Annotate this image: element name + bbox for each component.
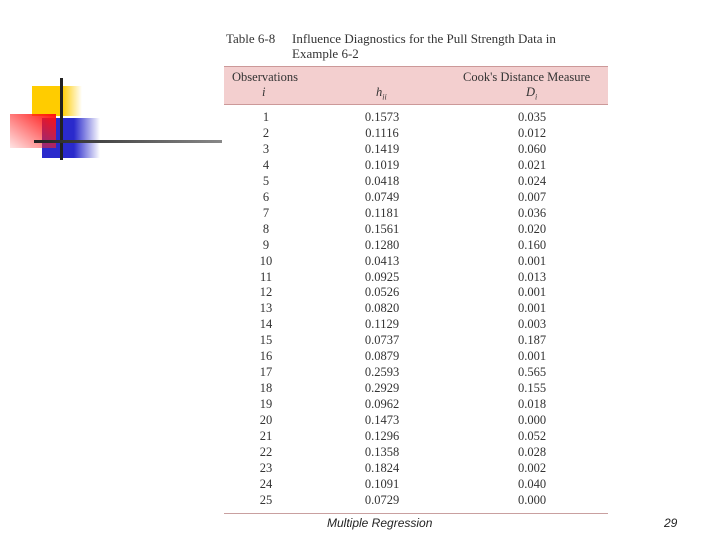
leverage-cell: 0.1419: [364, 141, 400, 156]
leverage-cell: 0.0413: [364, 253, 400, 268]
cooks-distance-cell: 0.155: [517, 381, 547, 396]
obs-cell: 12: [259, 285, 273, 300]
header-cooks-distance: Cook's Distance Measure: [463, 70, 591, 84]
cooks-distance-cell: 0.187: [517, 333, 547, 348]
table-row: [224, 333, 608, 349]
leverage-cell: 0.1116: [365, 125, 399, 140]
d-symbol: D: [526, 85, 536, 99]
cooks-distance-cell: 0.028: [517, 445, 547, 460]
leverage-cell: 0.1358: [364, 445, 400, 460]
table-row: [224, 254, 608, 270]
h-subscript: ii: [382, 92, 387, 102]
obs-cell: 23: [259, 460, 273, 475]
leverage-cell: 0.0749: [364, 189, 400, 204]
obs-cell: 5: [262, 173, 270, 188]
table-row: [224, 365, 608, 381]
obs-cell: 9: [262, 237, 270, 252]
cooks-distance-cell: 0.036: [517, 205, 547, 220]
table-row: [224, 174, 608, 190]
obs-cell: 22: [259, 445, 273, 460]
obs-cell: 3: [262, 141, 270, 156]
table-title: Influence Diagnostics for the Pull Strength Data in: [292, 31, 556, 46]
leverage-cell: 0.1561: [364, 221, 400, 236]
cooks-distance-cell: 0.020: [517, 221, 547, 236]
cooks-distance-cell: 0.007: [517, 189, 547, 204]
table-row: [224, 190, 608, 206]
cooks-distance-cell: 0.565: [517, 365, 547, 380]
table-row: [224, 461, 608, 477]
leverage-cell: 0.1129: [365, 317, 399, 332]
leverage-cell: 0.1296: [364, 429, 400, 444]
logo-vertical-line: [60, 78, 63, 160]
obs-cell: 14: [259, 317, 273, 332]
obs-cell: 1: [262, 110, 270, 124]
leverage-cell: 0.1824: [364, 460, 400, 475]
cooks-distance-cell: 0.001: [517, 301, 547, 316]
obs-cell: 16: [259, 349, 273, 364]
leverage-cell: 0.2929: [364, 381, 400, 396]
table-body: [224, 110, 608, 509]
table-row: [224, 238, 608, 254]
leverage-cell: 0.0526: [364, 285, 400, 300]
leverage-cell: 0.1091: [364, 476, 400, 491]
obs-cell: 13: [259, 301, 273, 316]
table-row: [224, 110, 608, 126]
table-caption: [226, 31, 556, 61]
cooks-distance-cell: 0.060: [517, 141, 547, 156]
table-row: [224, 270, 608, 286]
leverage-cell: 0.0729: [364, 492, 400, 507]
obs-cell: 17: [259, 365, 273, 380]
cooks-distance-cell: 0.160: [517, 237, 547, 252]
cooks-distance-cell: 0.018: [517, 397, 547, 412]
table-header: [224, 66, 608, 105]
header-hii: [376, 85, 387, 102]
table-row: [224, 397, 608, 413]
leverage-cell: 0.0820: [364, 301, 400, 316]
obs-cell: 7: [262, 205, 270, 220]
leverage-cell: 0.1019: [364, 157, 400, 172]
table-row: [224, 222, 608, 238]
header-observations: Observations: [232, 70, 298, 84]
obs-cell: 11: [259, 269, 273, 284]
table-title-line2: Example 6-2: [292, 46, 359, 61]
h-symbol: h: [376, 85, 383, 99]
cooks-distance-cell: 0.001: [517, 253, 547, 268]
table-row: [224, 477, 608, 493]
logo-yellow-square: [32, 86, 82, 116]
obs-cell: 4: [262, 157, 270, 172]
cooks-distance-cell: 0.013: [517, 269, 547, 284]
table-row: [224, 349, 608, 365]
page-number: 29: [664, 516, 678, 530]
leverage-cell: 0.0925: [364, 269, 400, 284]
obs-cell: 18: [259, 381, 273, 396]
cooks-distance-cell: 0.000: [517, 492, 547, 507]
footer-divider: [224, 513, 608, 514]
leverage-cell: 0.2593: [364, 365, 400, 380]
table-row: [224, 206, 608, 222]
cooks-distance-cell: 0.001: [517, 349, 547, 364]
cooks-distance-cell: 0.052: [517, 429, 547, 444]
footer-title: Multiple Regression: [327, 516, 433, 530]
obs-cell: 24: [259, 476, 273, 491]
table-row: [224, 493, 608, 509]
header-i: i: [262, 85, 266, 99]
cooks-distance-cell: 0.035: [517, 110, 547, 124]
table-row: [224, 126, 608, 142]
cooks-distance-cell: 0.000: [517, 413, 547, 428]
obs-cell: 2: [262, 125, 270, 140]
logo-horizontal-line: [34, 140, 222, 143]
table-row: [224, 413, 608, 429]
obs-cell: 21: [259, 429, 273, 444]
leverage-cell: 0.0879: [364, 349, 400, 364]
cooks-distance-cell: 0.002: [517, 460, 547, 475]
leverage-cell: 0.0962: [364, 397, 400, 412]
table-number: Table 6-8: [226, 31, 276, 46]
cooks-distance-cell: 0.012: [517, 125, 547, 140]
obs-cell: 19: [259, 397, 273, 412]
leverage-cell: 0.1280: [364, 237, 400, 252]
header-di: [526, 85, 537, 102]
leverage-cell: 0.1181: [365, 205, 399, 220]
table-row: [224, 142, 608, 158]
obs-cell: 25: [259, 492, 273, 507]
leverage-cell: 0.0418: [364, 173, 400, 188]
table-row: [224, 445, 608, 461]
obs-cell: 20: [259, 413, 273, 428]
table-row: [224, 285, 608, 301]
obs-cell: 10: [259, 253, 273, 268]
leverage-cell: 0.0737: [364, 333, 400, 348]
obs-cell: 15: [259, 333, 273, 348]
table-row: [224, 317, 608, 333]
obs-cell: 6: [262, 189, 270, 204]
obs-cell: 8: [262, 221, 270, 236]
leverage-cell: 0.1573: [364, 110, 400, 124]
cooks-distance-cell: 0.021: [517, 157, 547, 172]
table-row: [224, 158, 608, 174]
cooks-distance-cell: 0.001: [517, 285, 547, 300]
table-row: [224, 381, 608, 397]
leverage-cell: 0.1473: [364, 413, 400, 428]
d-subscript: i: [535, 92, 538, 102]
cooks-distance-cell: 0.040: [517, 476, 547, 491]
cooks-distance-cell: 0.024: [517, 173, 547, 188]
table-row: [224, 301, 608, 317]
cooks-distance-cell: 0.003: [517, 317, 547, 332]
table-row: [224, 429, 608, 445]
